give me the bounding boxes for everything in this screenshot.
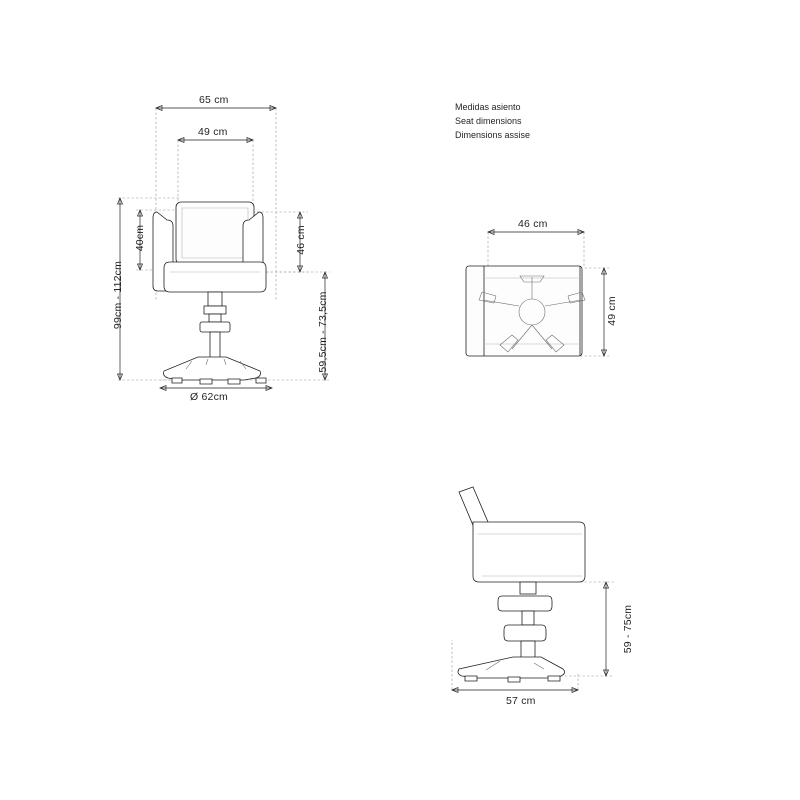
front-overall-width-label: 65 cm <box>199 94 229 106</box>
front-arm-height-label: 46 cm <box>295 225 307 255</box>
legend-line-fr: Dimensions assise <box>455 130 531 140</box>
top-view-group <box>466 230 610 357</box>
top-seat-width-label: 46 cm <box>518 218 548 230</box>
front-base-diameter-label: Ø 62cm <box>190 391 228 403</box>
legend-line-es: Medidas asiento <box>455 102 521 112</box>
front-total-height-label: 99cm - 112cm <box>112 260 124 330</box>
side-view-group <box>452 487 614 693</box>
top-seat-depth-label: 49 cm <box>606 296 618 326</box>
front-backrest-height-label: 40cm <box>134 224 146 252</box>
legend-line-en: Seat dimensions <box>455 116 522 126</box>
side-seat-height-label: 59 - 75cm <box>622 604 634 654</box>
front-seat-width-label: 49 cm <box>198 126 228 138</box>
front-seat-height-label: 59,5cm - 73,5cm <box>317 291 329 373</box>
side-overall-depth-label: 57 cm <box>506 695 536 707</box>
